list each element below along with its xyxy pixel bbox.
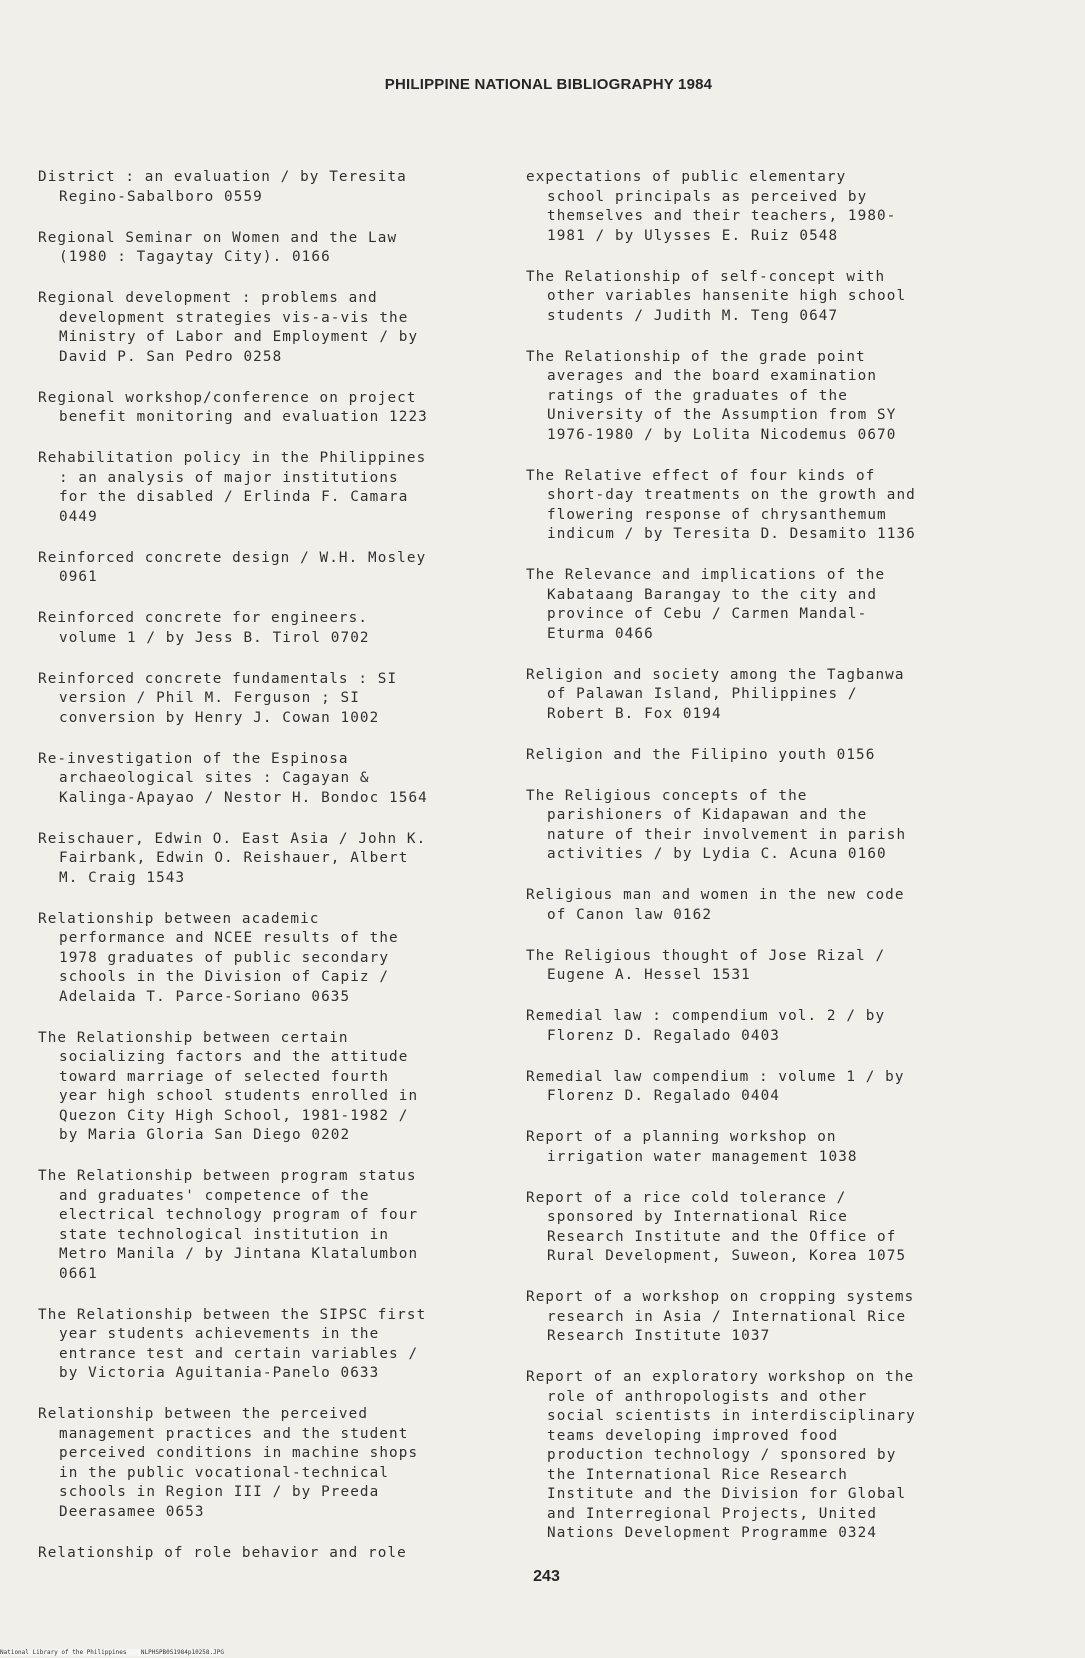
- entry-title-line: The Relationship between program status: [38, 1168, 417, 1184]
- entry-continuation-line: Eturma 0466: [547, 625, 654, 642]
- bibliography-entry: [38, 1544, 518, 1564]
- entry-title-line: The Religious thought of Jose Rizal /: [526, 947, 886, 964]
- entry-continuation-line: social scientists in interdisciplinary: [547, 1408, 916, 1424]
- bibliography-entry: [526, 1189, 1056, 1267]
- entry-continuation-line: averages and the board examination: [547, 368, 878, 384]
- entry-continuation-line: for the disabled / Erlinda F. Camara: [59, 489, 409, 505]
- entry-continuation-line: and Interregional Projects, United: [547, 1505, 878, 1522]
- bibliography-entry: [38, 670, 518, 729]
- entry-title-line: The Relationship between certain: [38, 1029, 349, 1046]
- bibliography-entry: [38, 549, 518, 588]
- bibliography-entry: [38, 389, 518, 428]
- bibliography-entry: [526, 168, 1056, 246]
- entry-title-line: Relationship of role behavior and role: [38, 1544, 407, 1561]
- entry-title-line: Reinforced concrete for engineers.: [38, 610, 369, 626]
- entry-continuation-line: David P. San Pedro 0258: [59, 348, 283, 365]
- entry-title-line: Religion and the Filipino youth 0156: [526, 746, 876, 763]
- entry-continuation-line: themselves and their teachers, 1980-: [547, 208, 897, 224]
- bibliography-entry: [526, 1007, 1056, 1046]
- bibliography-entry: [38, 289, 518, 367]
- entry-continuation-line: benefit monitoring and evaluation 1223: [59, 409, 428, 425]
- bibliography-entry: [526, 566, 1056, 644]
- entry-continuation-line: 0449: [59, 508, 98, 525]
- entry-title-line: Report of a rice cold tolerance /: [526, 1189, 847, 1206]
- entry-title-line: Re-investigation of the Espinosa: [38, 750, 349, 767]
- entry-continuation-line: archaeological sites : Cagayan &: [59, 770, 370, 786]
- entry-continuation-line: parishioners of Kidapawan and the: [547, 807, 868, 823]
- entry-continuation-line: Eugene A. Hessel 1531: [547, 967, 751, 983]
- entry-continuation-line: Adelaida T. Parce-Soriano 0635: [59, 988, 351, 1005]
- entry-title-line: The Relevance and implications of the: [526, 567, 886, 583]
- entry-title-line: The Relationship of self-concept with: [526, 268, 886, 285]
- bibliography-entry: [38, 1029, 518, 1146]
- bibliography-entry: [526, 348, 1056, 446]
- bibliography-entry: [526, 467, 1056, 545]
- entry-continuation-line: Fairbank, Edwin O. Reishauer, Albert: [59, 850, 409, 866]
- entry-title-line: Religion and society among the Tagbanwa: [526, 666, 905, 683]
- entry-continuation-line: 1978 graduates of public secondary: [59, 949, 390, 966]
- entry-title-line: Report of a planning workshop on: [526, 1129, 837, 1145]
- entry-continuation-line: Research Institute and the Office of: [547, 1228, 897, 1245]
- entry-continuation-line: version / Phil M. Ferguson ; SI: [59, 690, 360, 706]
- entry-continuation-line: irrigation water management 1038: [547, 1148, 858, 1165]
- bibliography-entry: [38, 229, 518, 268]
- entry-continuation-line: performance and NCEE results of the: [59, 930, 399, 946]
- entry-continuation-line: production technology / sponsored by: [547, 1447, 897, 1463]
- bibliography-entry: [38, 1306, 518, 1384]
- entry-continuation-line: (1980 : Tagaytay City). 0166: [59, 249, 331, 265]
- entry-continuation-line: of Palawan Island, Philippines /: [547, 686, 858, 702]
- entry-continuation-line: role of anthropologists and other: [547, 1388, 868, 1405]
- bibliography-entry: [526, 947, 1056, 986]
- entry-continuation-line: toward marriage of selected fourth: [59, 1068, 390, 1085]
- entry-continuation-line: Quezon City High School, 1981-1982 /: [59, 1107, 409, 1124]
- entry-continuation-line: 0961: [59, 569, 98, 585]
- bibliography-entry: [38, 168, 518, 207]
- entry-continuation-line: University of the Assumption from SY: [547, 407, 897, 423]
- entry-title-line: The Relative effect of four kinds of: [526, 467, 876, 484]
- bibliography-entry: [38, 449, 518, 527]
- entry-continuation-line: province of Cebu / Carmen Mandal-: [547, 606, 868, 622]
- entry-continuation-line: Regino-Sabalboro 0559: [59, 188, 263, 205]
- entry-title-line: The Religious concepts of the: [526, 787, 808, 804]
- entry-continuation-line: Kabataang Barangay to the city and: [547, 586, 878, 603]
- bibliography-entry: [526, 666, 1056, 725]
- entry-continuation-line: year students achievements in the: [59, 1326, 380, 1342]
- entry-title-line: Rehabilitation policy in the Philippines: [38, 450, 427, 466]
- bibliography-entry: [526, 886, 1056, 925]
- entry-continuation-line: nature of their involvement in parish: [547, 826, 907, 843]
- entry-title-line: Report of an exploratory workshop on the: [526, 1369, 915, 1385]
- entry-continuation-line: Ministry of Labor and Employment / by: [59, 329, 419, 345]
- entry-continuation-line: schools in the Division of Capiz /: [59, 969, 390, 985]
- bibliography-entry: [526, 1368, 1056, 1544]
- entry-continuation-line: 1976-1980 / by Lolita Nicodemus 0670: [547, 426, 897, 443]
- entry-title-line: Reinforced concrete design / W.H. Mosley: [38, 549, 427, 566]
- entry-continuation-line: short-day treatments on the growth and: [547, 487, 916, 503]
- entry-continuation-line: 0661: [59, 1265, 98, 1282]
- bibliography-entry: [38, 910, 518, 1008]
- entry-continuation-line: Florenz D. Regalado 0403: [547, 1027, 780, 1044]
- entry-continuation-line: ratings of the graduates of the: [547, 387, 848, 404]
- bibliography-entry: [526, 1128, 1056, 1167]
- entry-continuation-line: by Maria Gloria San Diego 0202: [59, 1127, 351, 1143]
- bibliography-entry: [526, 268, 1056, 327]
- entry-continuation-line: and graduates' competence of the: [59, 1187, 370, 1204]
- entry-continuation-line: conversion by Henry J. Cowan 1002: [59, 709, 380, 726]
- entry-continuation-line: development strategies vis-a-vis the: [59, 309, 409, 326]
- entry-continuation-line: of Canon law 0162: [547, 906, 713, 923]
- entry-continuation-line: : an analysis of major institutions: [59, 469, 399, 486]
- entry-title-line: Regional Seminar on Women and the Law: [38, 229, 398, 246]
- entry-continuation-line: the International Rice Research: [547, 1466, 848, 1483]
- scan-footer: National Library of the Philippines NLPHSPB0S1984p10258.JPG: [0, 1649, 224, 1656]
- entry-continuation-line: other variables hansenite high school: [547, 288, 907, 304]
- entry-continuation-line: indicum / by Teresita D. Desamito 1136: [547, 526, 916, 542]
- entry-title-line: Regional workshop/conference on project: [38, 389, 417, 406]
- entry-continuation-line: entrance test and certain variables /: [59, 1345, 419, 1362]
- left-column: [38, 168, 518, 1585]
- entry-title-line: Remedial law : compendium vol. 2 / by: [526, 1008, 886, 1024]
- right-column: [526, 168, 1056, 1565]
- entry-title-line: The Relationship of the grade point: [526, 348, 866, 365]
- entry-continuation-line: Research Institute 1037: [547, 1328, 771, 1344]
- bibliography-entry: [38, 1405, 518, 1522]
- bibliography-entry: [526, 1288, 1056, 1347]
- bibliography-entry: [38, 830, 518, 889]
- entry-title-line: Reischauer, Edwin O. East Asia / John K.: [38, 830, 427, 847]
- entry-continuation-line: research in Asia / International Rice: [547, 1308, 907, 1325]
- entry-title-line: Regional development : problems and: [38, 290, 378, 306]
- page-number: 243: [533, 1568, 560, 1585]
- bibliography-entry: [526, 746, 1056, 766]
- entry-continuation-line: year high school students enrolled in: [59, 1088, 419, 1104]
- entry-continuation-line: by Victoria Aguitania-Panelo 0633: [59, 1365, 380, 1381]
- entry-continuation-line: perceived conditions in machine shops: [59, 1445, 419, 1461]
- entry-continuation-line: Institute and the Division for Global: [547, 1486, 907, 1502]
- entry-continuation-line: M. Craig 1543: [59, 869, 186, 886]
- entry-continuation-line: schools in Region III / by Preeda: [59, 1484, 380, 1500]
- entry-continuation-line: sponsored by International Rice: [547, 1209, 848, 1225]
- entry-continuation-line: state technological institution in: [59, 1226, 390, 1243]
- entry-title-line: Relationship between academic: [38, 910, 320, 927]
- entry-title-line: Report of a workshop on cropping systems: [526, 1289, 915, 1305]
- page-title: PHILIPPINE NATIONAL BIBLIOGRAPHY 1984: [384, 76, 713, 93]
- entry-title-line: Remedial law compendium : volume 1 / by: [526, 1068, 905, 1085]
- bibliography-entry: [38, 1167, 518, 1284]
- entry-title-line: Reinforced concrete fundamentals : SI: [38, 670, 398, 687]
- entry-title-line: Relationship between the perceived: [38, 1406, 369, 1422]
- entry-continuation-line: Robert B. Fox 0194: [547, 705, 722, 722]
- entry-continuation-line: teams developing improved food: [547, 1427, 839, 1444]
- entry-continuation-line: Nations Development Programme 0324: [547, 1525, 878, 1541]
- entry-continuation-line: activities / by Lydia C. Acuna 0160: [547, 846, 887, 862]
- entry-continuation-line: Rural Development, Suweon, Korea 1075: [547, 1248, 907, 1264]
- entry-continuation-line: Kalinga-Apayao / Nestor H. Bondoc 1564: [59, 789, 428, 806]
- entry-continuation-line: management practices and the student: [59, 1425, 409, 1442]
- bibliography-entry: [526, 787, 1056, 865]
- entry-title-line: District : an evaluation / by Teresita: [38, 169, 407, 185]
- entry-title-line: The Relationship between the SIPSC first: [38, 1306, 427, 1323]
- bibliography-entry: [38, 750, 518, 809]
- entry-continuation-line: volume 1 / by Jess B. Tirol 0702: [59, 629, 370, 646]
- entry-title-line: expectations of public elementary: [526, 169, 847, 185]
- bibliography-entry: [526, 1068, 1056, 1107]
- entry-continuation-line: students / Judith M. Teng 0647: [547, 307, 839, 324]
- entry-continuation-line: 1981 / by Ulysses E. Ruiz 0548: [547, 227, 839, 244]
- entry-continuation-line: school principals as perceived by: [547, 188, 868, 205]
- entry-continuation-line: Florenz D. Regalado 0404: [547, 1088, 780, 1104]
- entry-continuation-line: in the public vocational-technical: [59, 1464, 390, 1481]
- entry-continuation-line: Deerasamee 0653: [59, 1503, 205, 1520]
- entry-continuation-line: flowering response of chrysanthemum: [547, 506, 887, 523]
- entry-continuation-line: electrical technology program of four: [59, 1207, 419, 1223]
- entry-title-line: Religious man and women in the new code: [526, 887, 905, 903]
- entry-continuation-line: Metro Manila / by Jintana Klatalumbon: [59, 1246, 419, 1262]
- bibliography-entry: [38, 609, 518, 648]
- entry-continuation-line: socializing factors and the attitude: [59, 1049, 409, 1065]
